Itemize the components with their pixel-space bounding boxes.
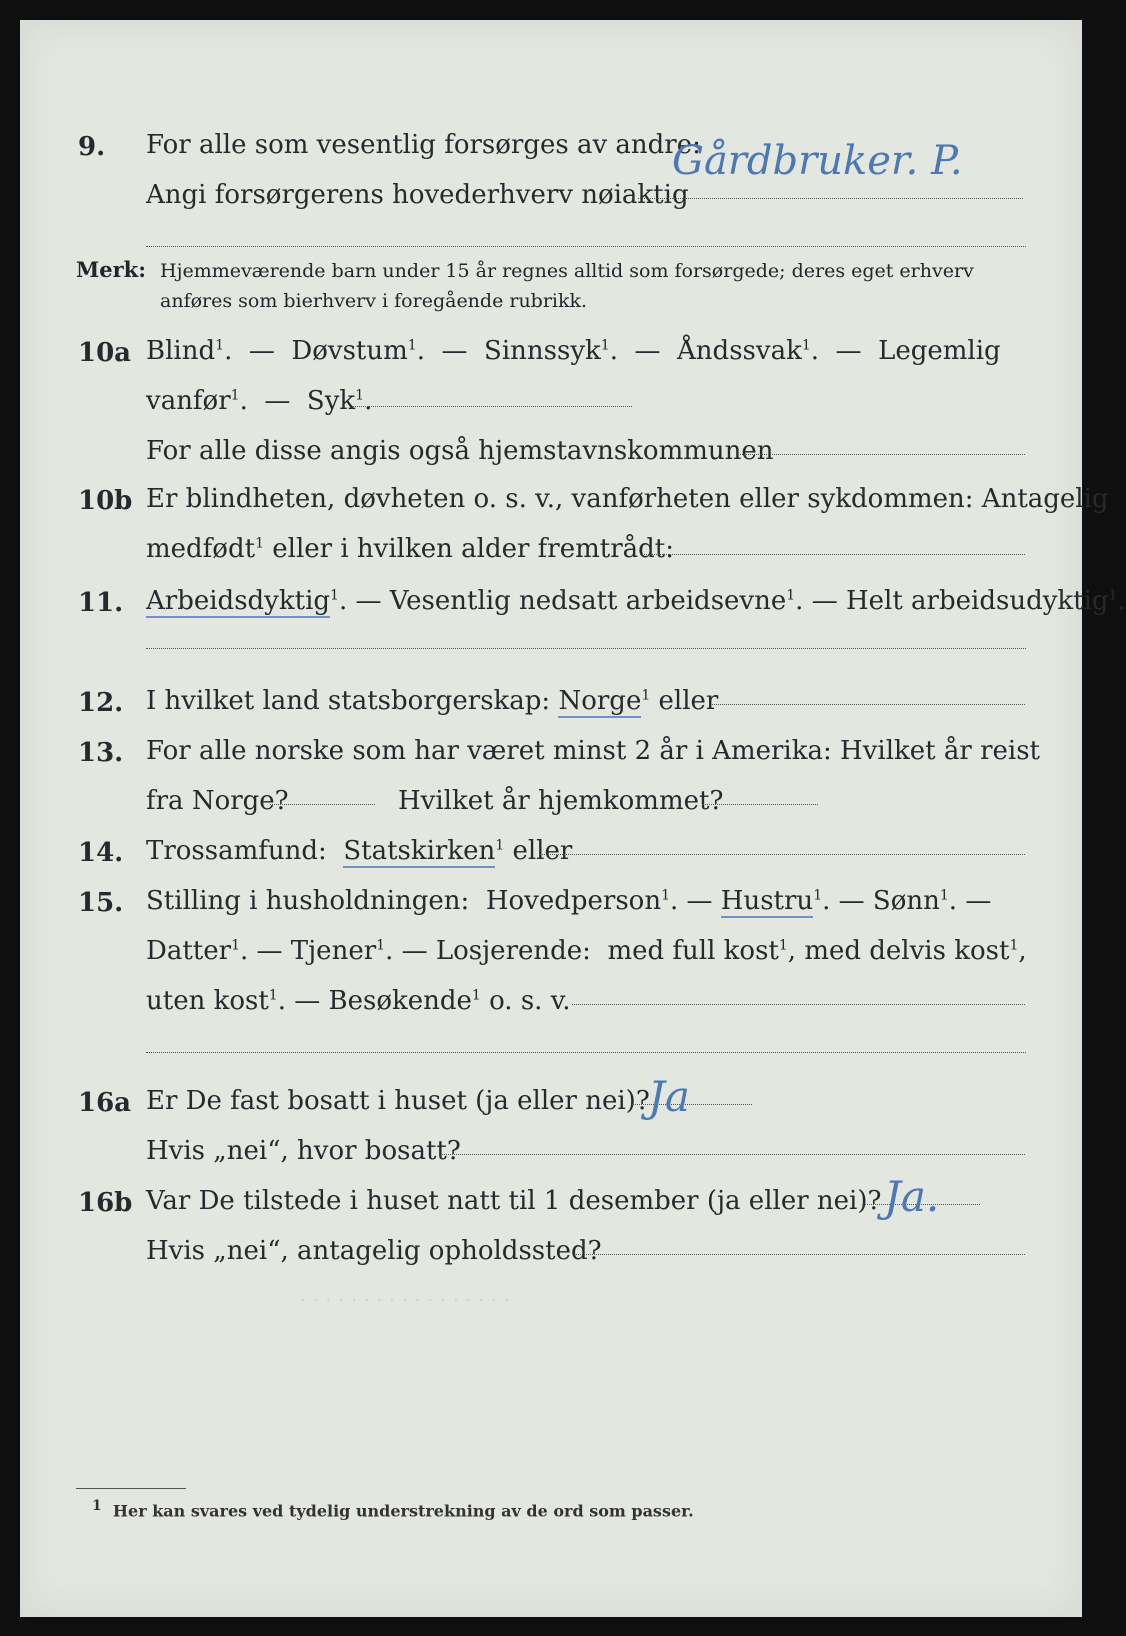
note-text: anføres som bierhverv i foregående rubrikk.: [160, 290, 588, 312]
item-text: Er De fast bosatt i huset (ja eller nei)?: [146, 1086, 650, 1116]
handwritten-answer: Ja: [648, 1072, 690, 1121]
fill-line: [352, 406, 632, 407]
option-andssvak: Åndssvak: [677, 336, 802, 366]
handwritten-answer: Ja.: [884, 1172, 940, 1221]
item-text: Blind$^1$. — Døvstum$^1$. — Sinnssyk$^1$. — Åndssvak$^1$. — Legemlig: [146, 336, 1001, 366]
fill-line: [442, 1154, 1025, 1155]
option-statskirken: Statskirken: [343, 836, 496, 866]
form-page: [20, 20, 1126, 1617]
fill-line: [702, 804, 818, 805]
item-text: Hvis „nei“, antagelig opholdssted?: [146, 1236, 602, 1266]
item-number: 13.: [78, 738, 124, 768]
option-legemlig: Legemlig: [878, 336, 1001, 366]
item-text: Hvilket år hjemkommet?: [398, 786, 724, 816]
item-number: 15.: [78, 888, 124, 918]
item-text: Stilling i husholdningen: Hovedperson$^1$. — Hustru$^1$. — Sønn$^1$. —: [146, 886, 992, 916]
item-text: vanfør$^1$. — Syk$^1$.: [146, 386, 373, 416]
item-text: fra Norge?: [146, 786, 289, 816]
item-number: 9.: [78, 132, 106, 162]
item-number: 14.: [78, 838, 124, 868]
fill-line: [572, 1004, 1025, 1005]
item-number: 11.: [78, 588, 124, 618]
footnote: 1 Her kan svares ved tydelig understrekning av de ord som passer.: [92, 1498, 694, 1521]
item-number: 12.: [78, 688, 124, 718]
item-text: For alle norske som har været minst 2 år i Amerika: Hvilket år reist: [146, 736, 1040, 766]
item-text: medfødt$^1$ eller i hvilken alder fremtrådt:: [146, 534, 675, 564]
item-number: 16a: [78, 1088, 132, 1118]
item-number: 10a: [78, 338, 132, 368]
item-text: uten kost$^1$. — Besøkende$^1$ o. s. v.: [146, 986, 571, 1016]
item-number: 10b: [78, 486, 133, 516]
item-text: For alle som vesentlig forsørges av andre:: [146, 130, 701, 160]
option-sinnssyk: Sinnssyk: [484, 336, 601, 366]
fill-line: [638, 198, 1023, 199]
item-text: Datter$^1$. — Tjener$^1$. — Losjerende: med full kost$^1$, med delvis kost$^1$,: [146, 936, 1027, 966]
fill-line: [146, 1052, 1026, 1053]
item-text: Er blindheten, døvheten o. s. v., vanførheten eller sykdommen: Antagelig: [146, 484, 1109, 514]
option-arbeidsudyktig: Helt arbeidsudyktig: [845, 586, 1109, 616]
fill-line: [576, 1254, 1025, 1255]
fill-line: [740, 454, 1025, 455]
handwritten-answer: Gårdbruker. P.: [672, 138, 963, 184]
item-text: Angi forsørgerens hovederhverv nøiaktig: [146, 180, 689, 210]
item-text: For alle disse angis også hjemstavnskommunen: [146, 436, 774, 466]
footnote-rule: [76, 1488, 186, 1489]
option-blind: Blind: [146, 336, 216, 366]
item-text: Hvis „nei“, hvor bosatt?: [146, 1136, 461, 1166]
item-text: I hvilket land statsborgerskap: Norge$^1$ eller: [146, 686, 719, 716]
item-number: 16b: [78, 1188, 133, 1218]
fill-line: [146, 246, 1026, 247]
note-text: Hjemmeværende barn under 15 år regnes alltid som forsørgede; deres eget erhverv: [160, 260, 974, 282]
item-text: Trossamfund: Statskirken$^1$ eller: [146, 836, 573, 866]
option-arbeidsdyktig: Arbeidsdyktig: [146, 586, 331, 616]
note-label: Merk:: [76, 257, 146, 282]
item-text: Arbeidsdyktig$^1$. — Vesentlig nedsatt arbeidsevne$^1$. — Helt arbeidsudyktig$^1$.: [146, 586, 1126, 616]
option-dovstum: Døvstum: [291, 336, 408, 366]
fill-line: [712, 704, 1025, 705]
fill-line: [642, 554, 1025, 555]
option-norge: Norge: [558, 686, 642, 716]
fill-line: [540, 854, 1025, 855]
bleed-through-text: · · · · · · · · · · · · · · · · ·: [300, 1288, 510, 1312]
fill-line: [146, 648, 1026, 649]
item-text: Var De tilstede i huset natt til 1 desember (ja eller nei)?: [146, 1186, 882, 1216]
option-nedsatt: Vesentlig nedsatt arbeidsevne: [389, 586, 787, 616]
option-hustru: Hustru: [720, 886, 814, 916]
fill-line: [270, 804, 375, 805]
